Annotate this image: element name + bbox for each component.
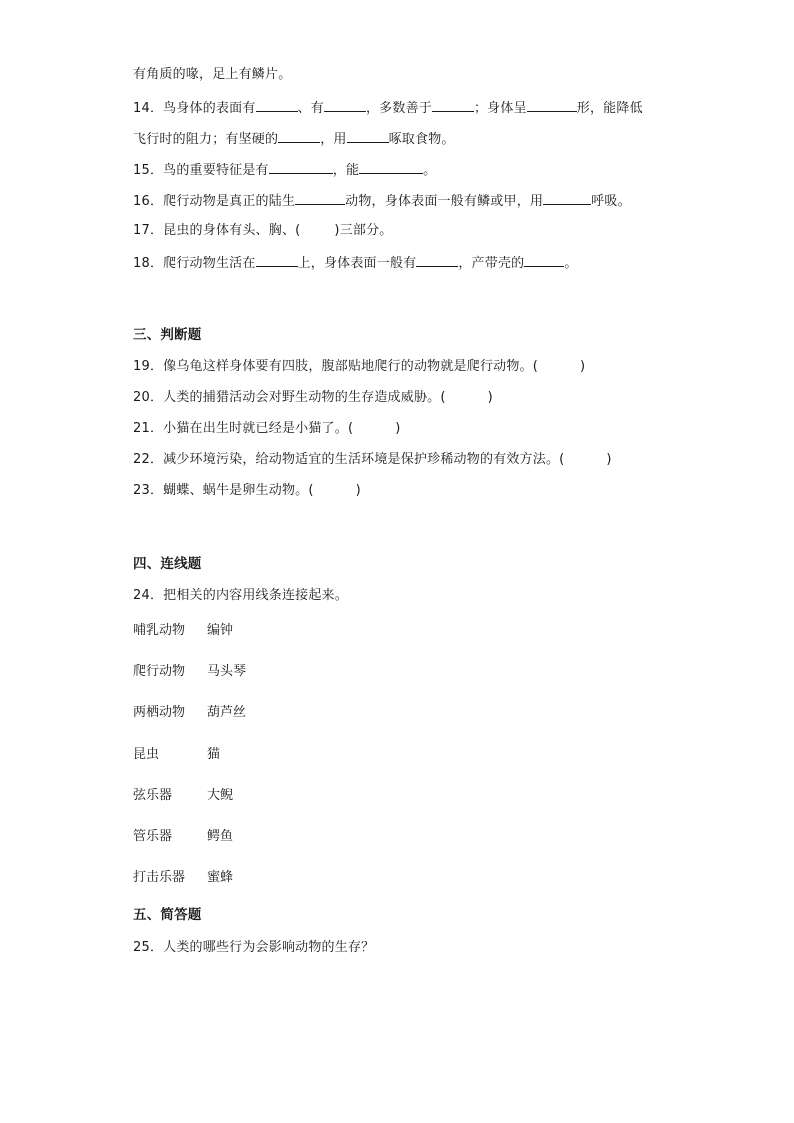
q14-text-h: 啄取食物。 — [388, 132, 455, 147]
match-left-item[interactable]: 爬行动物 — [133, 664, 186, 679]
q16-text-a: 16．爬行动物是真正的陆生 — [133, 194, 296, 209]
q15-blank-1[interactable] — [269, 160, 333, 174]
q14-blank-3[interactable] — [432, 98, 474, 112]
q17-text-a: 17．昆虫的身体有头、胸、( — [133, 223, 301, 238]
question-14-line-2 — [133, 129, 455, 149]
match-left-item[interactable]: 昆虫 — [133, 747, 160, 762]
question-15 — [133, 160, 436, 180]
q18-text-b: 上，身体表面一般有 — [297, 256, 417, 271]
match-right-item[interactable]: 马头琴 — [207, 664, 247, 679]
q19-close-paren: ) — [580, 359, 586, 374]
match-right-item[interactable]: 蜜蜂 — [207, 870, 234, 885]
q14-text-f: 飞行时的阻力；有坚硬的 — [133, 132, 279, 147]
q18-blank-2[interactable] — [416, 253, 458, 267]
q18-blank-3[interactable] — [524, 253, 564, 267]
question-14-line-1 — [133, 98, 643, 118]
q21-close-paren: ) — [395, 421, 401, 436]
short-answer-section-heading: 五、简答题 — [133, 907, 202, 923]
q14-blank-5[interactable] — [278, 129, 320, 143]
q13-continuation: 有角质的喙，足上有鳞片。 — [133, 67, 292, 82]
match-left-item[interactable]: 两栖动物 — [133, 705, 186, 720]
q14-text-c: ，多数善于 — [365, 101, 432, 116]
q14-text-e: 形，能降低 — [576, 101, 643, 116]
question-20 — [133, 389, 493, 407]
q14-text-a: 14．鸟身体的表面有 — [133, 101, 256, 116]
match-right-item[interactable]: 编钟 — [207, 623, 234, 638]
match-left-item[interactable]: 打击乐器 — [133, 870, 186, 885]
q14-blank-6[interactable] — [347, 129, 389, 143]
q18-blank-1[interactable] — [256, 253, 298, 267]
question-24-instruction: 24．把相关的内容用线条连接起来。 — [133, 588, 348, 603]
question-25: 25．人类的哪些行为会影响动物的生存？ — [133, 940, 375, 955]
question-23 — [133, 482, 361, 500]
q16-text-c: 呼吸。 — [591, 194, 631, 209]
question-22 — [133, 451, 612, 469]
q17-text-b: )三部分。 — [334, 223, 393, 238]
match-right-item[interactable]: 猫 — [207, 747, 221, 762]
question-21 — [133, 420, 401, 438]
question-18 — [133, 253, 578, 273]
match-right-item[interactable]: 葫芦丝 — [207, 705, 247, 720]
q14-blank-4[interactable] — [527, 98, 577, 112]
q15-text-a: 15．鸟的重要特征是有 — [133, 163, 269, 178]
q23-close-paren: ) — [355, 483, 361, 498]
q14-text-g: ，用 — [320, 132, 347, 147]
q15-blank-2[interactable] — [359, 160, 423, 174]
q16-blank-2[interactable] — [543, 191, 591, 205]
q14-text-b: 、有 — [297, 101, 324, 116]
q16-text-b: 动物，身体表面一般有鳞或甲，用 — [345, 194, 544, 209]
q14-blank-2[interactable] — [324, 98, 366, 112]
q22-text: 22．减少环境污染，给动物适宜的生活环境是保护珍稀动物的有效方法。( — [133, 452, 565, 467]
q18-text-c: ，产带壳的 — [458, 256, 525, 271]
question-17 — [133, 222, 393, 240]
match-left-item[interactable]: 哺乳动物 — [133, 623, 186, 638]
q14-text-d: ；身体呈 — [473, 101, 527, 116]
judge-section-heading: 三、判断题 — [133, 327, 202, 343]
matching-section-heading: 四、连线题 — [133, 556, 202, 572]
q19-text: 19．像乌龟这样身体要有四肢，腹部贴地爬行的动物就是爬行动物。( — [133, 359, 539, 374]
q20-text: 20．人类的捕猎活动会对野生动物的生存造成威胁。( — [133, 390, 446, 405]
q18-text-d: 。 — [564, 256, 578, 271]
q18-text-a: 18．爬行动物生活在 — [133, 256, 256, 271]
match-right-item[interactable]: 鳄鱼 — [207, 829, 234, 844]
q21-text: 21．小猫在出生时就已经是小猫了。( — [133, 421, 354, 436]
q20-close-paren: ) — [487, 390, 493, 405]
q14-blank-1[interactable] — [256, 98, 298, 112]
q15-text-b: ，能 — [332, 163, 360, 178]
q23-text: 23．蝴蝶、蜗牛是卵生动物。( — [133, 483, 314, 498]
q22-close-paren: ) — [606, 452, 612, 467]
match-right-item[interactable]: 大鲵 — [207, 788, 234, 803]
question-16 — [133, 191, 631, 211]
question-19 — [133, 358, 585, 376]
q16-blank-1[interactable] — [295, 191, 345, 205]
match-left-item[interactable]: 弦乐器 — [133, 788, 173, 803]
match-left-item[interactable]: 管乐器 — [133, 829, 173, 844]
q15-text-c: 。 — [423, 163, 437, 178]
